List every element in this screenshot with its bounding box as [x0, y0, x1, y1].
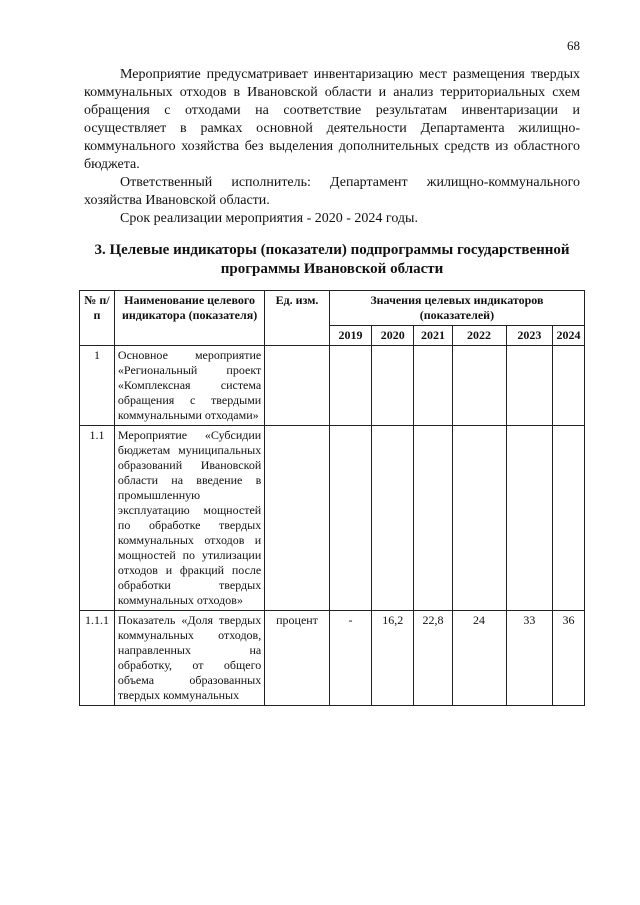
row-value: 16,2 [372, 611, 414, 706]
header-year: 2024 [553, 326, 585, 346]
row-value: 33 [506, 611, 553, 706]
row-unit [265, 426, 330, 611]
header-year: 2021 [414, 326, 452, 346]
row-value: 22,8 [414, 611, 452, 706]
header-name: Наименование целевого индикатора (показателя) [114, 291, 264, 346]
row-value [506, 426, 553, 611]
header-unit: Ед. изм. [265, 291, 330, 346]
row-name: Показатель «Доля твердых коммунальных отходов, направленных на обработку, от общего объема образованных твердых коммунальных [114, 611, 264, 706]
row-unit: процент [265, 611, 330, 706]
header-number: № п/п [80, 291, 115, 346]
table-row [80, 426, 585, 611]
row-value: - [329, 611, 371, 706]
header-year: 2019 [329, 326, 371, 346]
row-value [372, 346, 414, 426]
row-number: 1 [80, 346, 115, 426]
row-value: 36 [553, 611, 585, 706]
row-value [329, 346, 371, 426]
paragraph-term: Срок реализации мероприятия - 2020 - 2024 годы. [120, 211, 418, 226]
row-value [452, 426, 506, 611]
row-value [414, 346, 452, 426]
header-values: Значения целевых индикаторов (показателей) [329, 291, 584, 326]
header-year: 2020 [372, 326, 414, 346]
indicators-table [79, 290, 585, 706]
row-name: Основное мероприятие «Региональный проект «Комплексная система обращения с твердыми коммунальными отходами» [114, 346, 264, 426]
row-number: 1.1.1 [80, 611, 115, 706]
paragraph-inventory: Мероприятие предусматривает инвентаризацию мест размещения твердых коммунальных отходов в Ивановской области и анализ территориальных схем обращения с отходами на соответствие результатам инвентаризации и осуществляет в рамках основной деятельности Департамента жилищно-коммунального хозяйства без выделения дополнительных средств из областного бюджета. [84, 67, 580, 172]
table-header-row [80, 291, 585, 326]
row-value [414, 426, 452, 611]
row-value [372, 426, 414, 611]
row-value [553, 346, 585, 426]
row-unit [265, 346, 330, 426]
row-value [329, 426, 371, 611]
row-number: 1.1 [80, 426, 115, 611]
row-value: 24 [452, 611, 506, 706]
paragraph-responsible: Ответственный исполнитель: Департамент жилищно-коммунального хозяйства Ивановской области. [84, 175, 580, 208]
row-value [452, 346, 506, 426]
header-year: 2023 [506, 326, 553, 346]
row-value [553, 426, 585, 611]
row-value [506, 346, 553, 426]
table-row [80, 346, 585, 426]
header-year: 2022 [452, 326, 506, 346]
row-name: Мероприятие «Субсидии бюджетам муниципальных образований Ивановской области на введение в промышленную эксплуатацию мощностей по обработке твердых коммунальных отходов и мощностей по утилизации отходов и фракций после обработки твердых коммунальных отходов» [114, 426, 264, 611]
section-heading: 3. Целевые индикаторы (показатели) подпрограммы государственной программы Ивановской области [94, 242, 570, 277]
table-row [80, 611, 585, 706]
page-number: 68 [567, 38, 580, 53]
